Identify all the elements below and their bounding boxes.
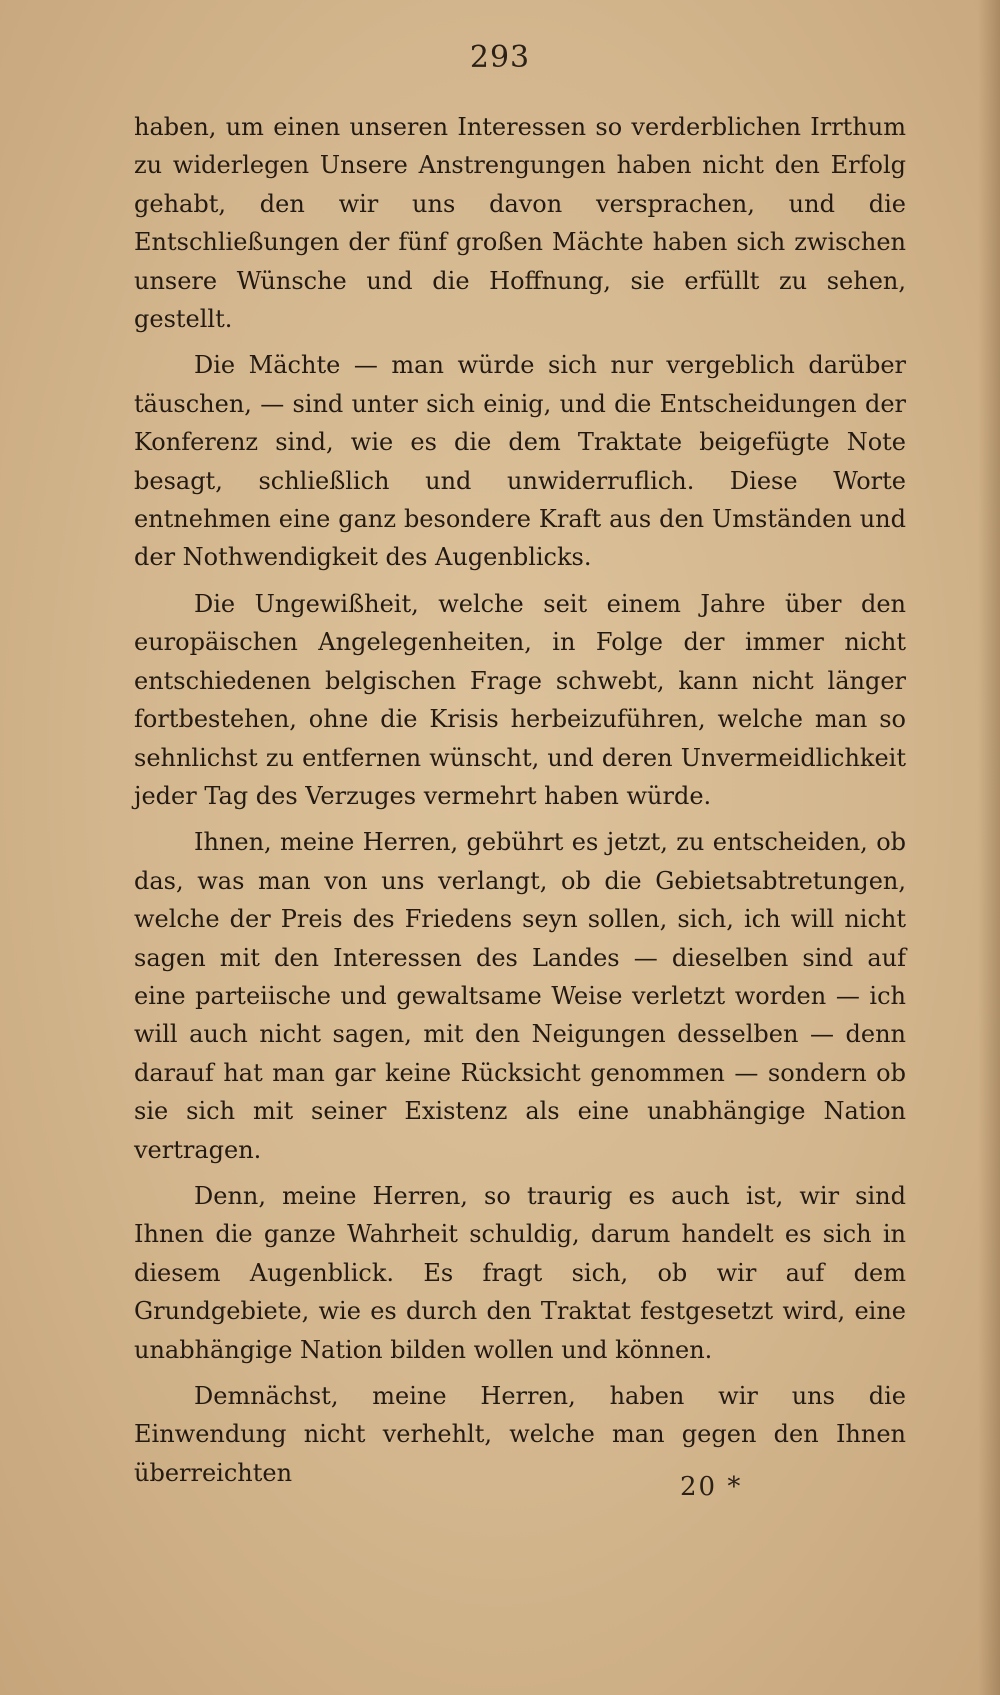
paragraph-6: Demnächst, meine Herren, haben wir uns die Einwendung nicht verhehlt, welche man gegen den Ihnen überreichten — [134, 1382, 906, 1487]
paragraph-4: Ihnen, meine Herren, gebührt es jetzt, zu entscheiden, ob das, was man von uns verlangt, ob die Gebietsabtretungen, welche der Preis des Friedens seyn sollen, sich, ich will nicht sagen mit den Interessen des Landes — dieselben sind auf eine parteiische und gewaltsame Weise verletzt worden — ich will auch nicht sagen, mit den Neigungen desselben — denn darauf hat man gar keine Rücksicht genommen — sondern ob sie sich mit seiner Existenz als eine unabhängige Nation vertragen. — [134, 828, 906, 1164]
paragraph-3: Die Ungewißheit, welche seit einem Jahre über den europäischen Angelegenheiten, in Folge der immer nicht entschiedenen belgischen Frage schwebt, kann nicht länger fortbestehen, ohne die Krisis herbeizuführen, welche man so sehnlichst zu entfernen wünscht, und deren Unvermeidlichkeit jeder Tag des Verzuges vermehrt haben würde. — [134, 589, 906, 810]
paragraph-2: Die Mächte — man würde sich nur vergeblich darüber täuschen, — sind unter sich einig, und die Entscheidungen der Konferenz sind, wie es die dem Traktate beigefügte Note besagt, schließlich und unwiderruflich. Diese Worte entnehmen eine ganz besondere Kraft aus den Umständen und der Nothwendigkeit des Augenblicks. — [134, 351, 906, 572]
paragraph-5: Denn, meine Herren, so traurig es auch ist, wir sind Ihnen die ganze Wahrheit schuldig, darum handelt es sich in diesem Augenblick. Es fragt sich, ob wir auf dem Grundgebiete, wie es durch den Traktat festgesetzt wird, eine unabhängige Nation bilden wollen und können. — [134, 1181, 906, 1364]
page-number: 293 — [469, 40, 531, 75]
body-text — [134, 108, 906, 1492]
signature-mark: 20 * — [680, 1472, 743, 1502]
page-edge-shadow — [978, 0, 1000, 1695]
paragraph-1: haben, um einen unseren Interessen so verderblichen Irrthum zu widerlegen Unsere Anstrengungen haben nicht den Erfolg gehabt, den wir uns davon versprachen, und die Entschließungen der fünf großen Mächte haben sich zwischen unsere Wünsche und die Hoffnung, sie erfüllt zu sehen, gestellt. — [134, 113, 906, 334]
